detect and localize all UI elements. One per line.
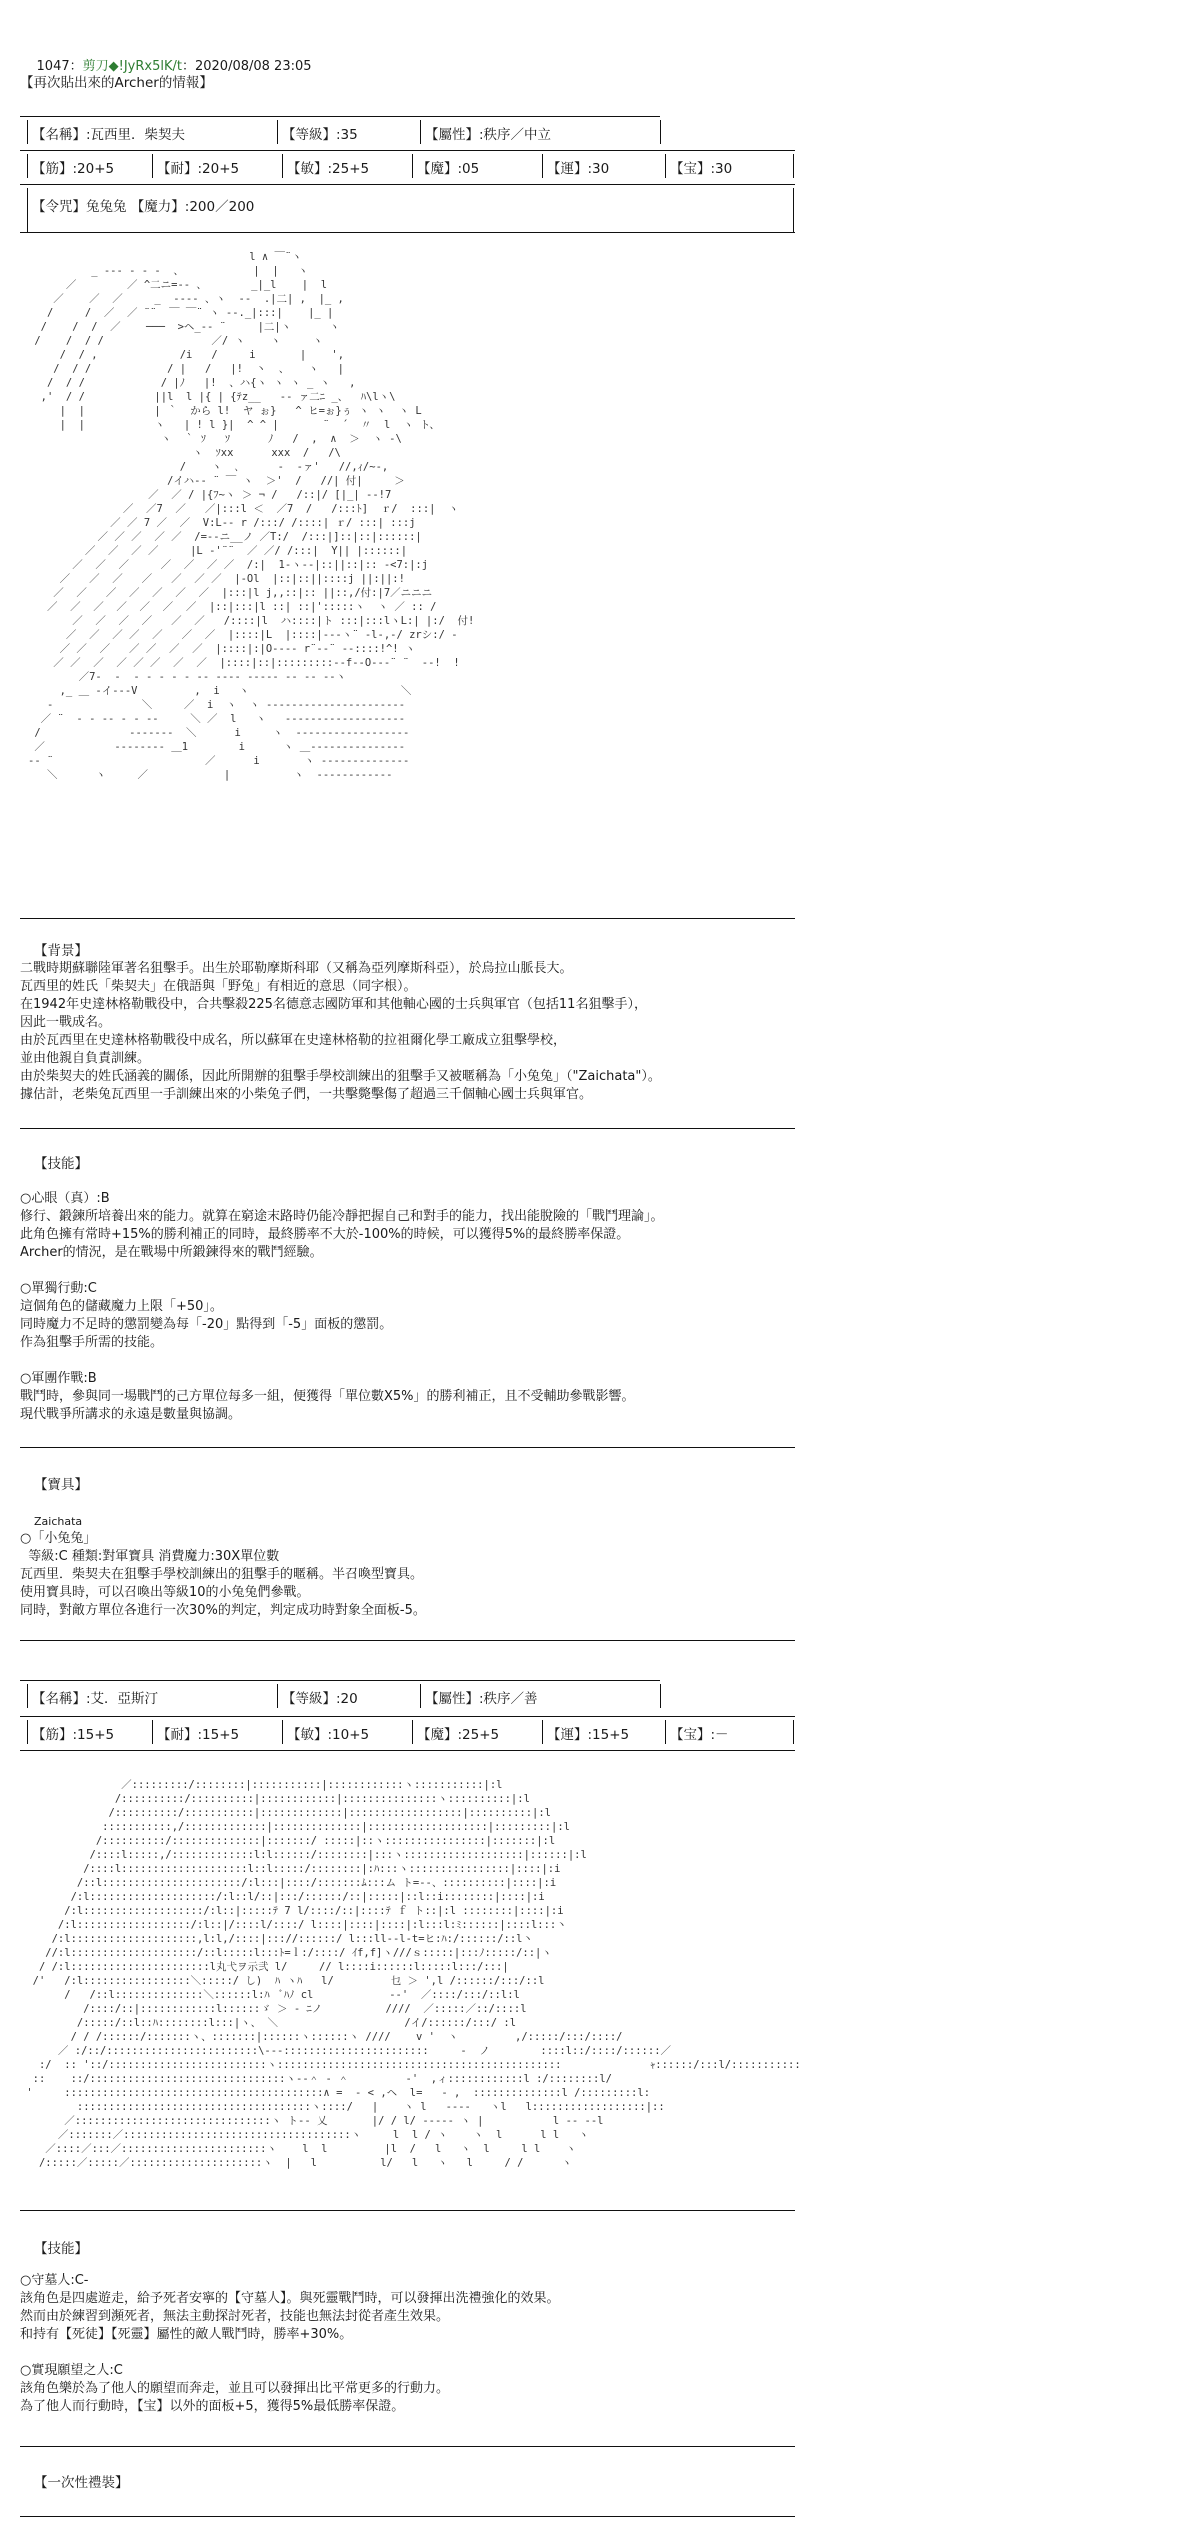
divider xyxy=(20,918,795,919)
ascii-art-line: ／ ‐‐‐‐‐‐‐‐ ＿1 i ヽ ＿‐‐‐‐‐‐‐‐‐‐‐‐‐‐‐ xyxy=(28,741,406,753)
ascii-art-line: ,' / / ||l l |{ | {ﾃz__ ‐‐ ァ二ﾆ _、 ﾊ\lヽ\ xyxy=(28,391,396,403)
aston-name: 【名稱】:艾．亞斯汀 xyxy=(32,1691,159,1707)
ascii-art-line: /:l:::::::::::::::::::/:l::|:::::ﾃ 7 l/::::/::|::::ﾃ ｆ ト::|:l ::::::::|::::|:i xyxy=(20,1905,564,1917)
text-line xyxy=(20,1352,664,1370)
ascii-art-line: / / ／ ／ ¨¨ ￣ ￣¨ ヽ ‐-._|:::| |_ | xyxy=(28,307,334,319)
text-line: 瓦西里．柴契夫在狙擊手學校訓練出的狙擊手的暱稱。半召喚型寶具。 xyxy=(20,1567,424,1582)
stat-np: 【宝】:30 xyxy=(670,161,733,177)
text-line: 和持有【死徒】【死靈】屬性的敵人戰鬥時，勝率+30%。 xyxy=(20,2327,353,2342)
one-off-mystic-code-heading: 【一次性禮裝】 xyxy=(34,2475,129,2491)
divider xyxy=(20,1447,795,1448)
ascii-art-line: / ‐‐‐‐‐‐‐ ＼ i ヽ ‐‐‐‐‐‐‐‐‐‐‐‐‐‐‐‐‐‐ xyxy=(28,727,410,739)
text-line: 戰鬥時，參與同一場戰鬥的己方單位每多一組，便獲得「單位數X5%」的勝利補正，且不受輔助參戰影響。 xyxy=(20,1389,635,1404)
ascii-art-line: / / , /i / i | ', xyxy=(28,349,345,361)
text-line: ○實現願望之人:C xyxy=(20,2363,123,2378)
ascii-art-line: /::::l::::::::::::::::::::l::l:::::/::::::::|:ﾊ:::ヽ::::::::::::::::|::::|:i xyxy=(20,1863,561,1875)
ascii-art-line: ／ ／ / |{ﾌ~ヽ ＞ ¬ / /::|/ [|_| --!7 xyxy=(28,489,392,501)
ascii-art-line: ／ :/::/::::::::::::::::::::::::\‐‐‐::::::::::::::::::::::: ‐ ノ ::::l::/::::/::::::／ xyxy=(20,2045,672,2057)
skills-heading: 【技能】 xyxy=(34,2241,88,2257)
aston-level: 【等級】:20 xyxy=(282,1691,358,1707)
stat-str: 【筋】:20+5 xyxy=(32,161,115,177)
text-line: 等級:C 種類:對軍寶具 消費魔力:30X單位數 xyxy=(20,1549,280,1564)
ascii-art-line: /:l::::::::::::::::::::/:l::l/::|:::/::::::/::|:::::|::l::i::::::::|::::|:i xyxy=(20,1891,545,1903)
post-date: ：2020/08/08 23:05 xyxy=(181,59,312,74)
ascii-art-line: / ヽ ､ ‐ ‐ァ' //,ｨ/~‐, xyxy=(28,461,389,473)
divider xyxy=(20,184,795,185)
divider xyxy=(20,1640,795,1641)
stat-mag: 【魔】:05 xyxy=(417,161,480,177)
divider xyxy=(20,2516,795,2517)
ascii-art-line: ／ ／ ／ ／ ／ ／ ／ |‐Ol |::|::||::::j ||:||:! xyxy=(28,573,405,585)
text-line: 二戰時期蘇聯陸軍著名狙擊手。出生於耶勒摩斯科耶（又稱為亞列摩斯科亞），於烏拉山脈長大。 xyxy=(20,961,573,976)
ascii-art-line: / / /::::::/:::::::ヽ、:::::::|::::::ヽ::::::ヽ //// v ' ヽ ,/:::::/:::/::::/ xyxy=(20,2031,623,2043)
divider xyxy=(20,2210,795,2211)
divider xyxy=(20,1716,795,1717)
ascii-art-line: / / / / | / |! 丶 、 ヽ | xyxy=(28,363,344,375)
ascii-art-archer xyxy=(28,250,474,782)
stat-end: 【耐】:15+5 xyxy=(157,1727,240,1743)
text-line: Archer的情況，是在戰場中所鍛鍊得來的戰鬥經驗。 xyxy=(20,1245,323,1260)
text-line: 由於柴契夫的姓氏涵義的關係，因此所開辦的狙擊手學校訓練出的狙擊手又被暱稱為「小兔兔」（"Zaichata"）。 xyxy=(20,1069,661,1084)
text-line: 瓦西里的姓氏「柴契夫」在俄語與「野兔」有相近的意思（同字根）。 xyxy=(20,979,417,994)
ascii-art-line: ヽ ｀ ｿ ｿ ﾉ / , ∧ ＞ ヽ ‐\ xyxy=(28,433,402,445)
text-line: 由於瓦西里在史達林格勒戰役中成名，所以蘇軍在史達林格勒的拉祖爾化學工廠成立狙擊學校， xyxy=(20,1033,567,1048)
text-line: ○守墓人:C- xyxy=(20,2273,89,2288)
poster-name[interactable]: 剪刀◆!JyRx5lK/t xyxy=(82,59,182,74)
ascii-art-line: /' /:l:::::::::::::::::＼:::::/ し) ﾊ ヽﾊ l/ 乜 ＞ ',l /::::::/:::/::l xyxy=(20,1975,545,1987)
ascii-art-line: ／ ¨ ‐ ‐ ‐‐ ‐ ‐ ‐‐ ＼ ／ l ヽ ‐‐‐‐‐‐‐‐‐‐‐‐‐‐‐‐‐‐‐ xyxy=(28,713,406,725)
text-line: ○「小兔兔」 xyxy=(20,1531,97,1546)
divider xyxy=(20,1680,660,1681)
archer-level: 【等級】:35 xyxy=(282,127,358,143)
archer-alignment: 【屬性】:秩序／中立 xyxy=(425,127,552,143)
skills-text xyxy=(20,2272,560,2416)
ascii-art-line: ／::::／:::／:::::::::::::::::::::::ヽ l l |l / l ヽ l l l ヽ xyxy=(20,2143,577,2155)
text-line: 為了他人而行動時，【宝】以外的面板+5，獲得5%最低勝率保證。 xyxy=(20,2399,405,2414)
ascii-art-line: :: ::/:::::::::::::::::::::::::::::::ヽ‐‐＾ - ＾ ‐' ,ィ::::::::::::l :/::::::::l/ xyxy=(20,2073,612,2085)
ascii-art-line: ／ ／ ／ ／ ／ ／ ／ ／ |::::|::|:::::::::‐‐f‐‐O‐‐‐¨ ¨ ‐‐! ! xyxy=(28,657,460,669)
text-line: ○單獨行動:C xyxy=(20,1281,97,1296)
aston-alignment: 【屬性】:秩序／善 xyxy=(425,1691,538,1707)
ascii-art-line: /::l::::::::::::::::::::::/:l:::|::::/:::::::ﾑ:::ム ト=‐-、::::::::::|::::|:i xyxy=(20,1877,557,1889)
ascii-art-line: ‐‐ ¨ ／ i ヽ ‐‐‐‐‐‐‐‐‐‐‐‐‐‐ xyxy=(28,755,410,767)
text-line: 作為狙擊手所需的技能。 xyxy=(20,1335,164,1350)
ascii-art-line: ＼ ヽ ／ | ヽ ‐‐‐‐‐‐‐‐‐‐‐‐ xyxy=(28,769,393,781)
text-line: 據估計，老柴兔瓦西里一手訓練出來的小柴兔子們，一共擊斃擊傷了超過三千個軸心國士兵與軍官。 xyxy=(20,1087,593,1102)
ascii-art-line: ／ ／ ／ ／ ／ ／ /::::|l ハ::::|ト :::|:::lヽL:| |:/ 付! xyxy=(28,615,475,627)
ascii-art-line: ／ ／7 ／ ／|:::l ＜ ／7 / /:::ﾄ] ｒ/ :::| ヽ xyxy=(28,503,459,515)
ascii-art-line: ／ ／ ／ ／ ／ ／ ／ |::::|:|O‐‐‐‐ r¨‐‐¨ ‐‐::::!^! ヽ xyxy=(28,643,416,655)
ascii-art-line: :::::::::::,/:::::::::::::|::::::::::::::|:::::::::::::::::::|:::::::::|:l xyxy=(20,1821,570,1833)
ascii-art-line: ヽ ｿxx xxx / /\ xyxy=(28,447,341,459)
text-line: 現代戰爭所講求的永遠是數量與協調。 xyxy=(20,1407,242,1422)
ascii-art-aston xyxy=(20,1778,801,2170)
ascii-art-line: /::::::::::/::::::::::::::|:::::::/ :::::|::ヽ::::::::::::::::|:::::::|:l xyxy=(20,1835,556,1847)
background-text xyxy=(20,960,661,1104)
section-title: 【再次貼出來的Archer的情報】 xyxy=(20,75,213,91)
ascii-art-line: / /:l::::::::::::::::::::::l丸弋ヲ示弐 l/ // l::::i::::::l:::::l:::/:::| xyxy=(20,1961,509,1973)
text-line: 因此一戰成名。 xyxy=(20,1015,112,1030)
divider xyxy=(20,2446,795,2447)
text-line: 同時，對敵方單位各進行一次30%的判定，判定成功時對象全面板-5。 xyxy=(20,1603,426,1618)
text-line: 該角色樂於為了他人的願望而奔走，並且可以發揮出比平常更多的行動力。 xyxy=(20,2381,450,2396)
text-line xyxy=(20,2344,560,2362)
ascii-art-line: | | | ｀ から l! ヤ ぉ} ^ ヒ=ぉ}ぅ ヽ ヽ ヽ L xyxy=(28,405,422,417)
ascii-art-line: /イハ-‐ ¨ ￣ ヽ ＞' / //| 付| ＞ xyxy=(28,475,405,487)
ascii-art-line: l ∧ ￣¨ヽ xyxy=(28,251,302,263)
ascii-art-line: ／ ／ 7 ／ ／ V:L‐‐ r /:::/ /::::| ｒ/ :::| :::j xyxy=(28,517,416,529)
ascii-art-line: / /::l::::::::::::::＼::::::l:ﾊ ﾞﾊﾉ cl ‐‐' ／::::/:::/::l:l xyxy=(20,1989,520,2001)
ascii-art-line: /::::::::::/:::::::::::|:::::::::::::|::::::::::::::::::|::::::::::|:l xyxy=(20,1807,552,1819)
text-line: 同時魔力不足時的懲罰變為每「-20」點得到「-5」面板的懲罰。 xyxy=(20,1317,393,1332)
stat-end: 【耐】:20+5 xyxy=(157,161,240,177)
stat-mag: 【魔】:25+5 xyxy=(417,1727,500,1743)
ascii-art-line: ／7‐ ‐ ‐ ‐ ‐ ‐ ‐ -‐ -‐‐‐ ‐‐‐‐‐ ‐‐ ‐‐ ‐‐ヽ xyxy=(28,671,347,683)
ascii-art-line: ／ ／ ／ _ -‐‐‐ 、ヽ -‐ .|二| , |_ , xyxy=(28,293,344,305)
text-line: 此角色擁有常時+15%的勝利補正的同時，最終勝率不大於-100%的時候，可以獲得5%的最終勝率保證。 xyxy=(20,1227,630,1242)
noble-phantasm-text xyxy=(20,1530,426,1620)
background-heading: 【背景】 xyxy=(34,943,88,959)
ascii-art-line: /:::::/::l::ﾊ::::::::l:::|ヽ、 ＼ /イ/::::::/:::/ :l xyxy=(20,2017,517,2029)
text-line: 修行、鍛鍊所培養出來的能力。就算在窮途末路時仍能冷靜把握自己和對手的能力，找出能脫險的「戰鬥理論」。 xyxy=(20,1209,664,1224)
ascii-art-line: ／ ／ ^二ニ=‐- 、 _|_l | l xyxy=(28,279,328,291)
ascii-art-line: ,_ ＿ ‐イ‐‐‐V , i ヽ ＼ xyxy=(28,685,412,697)
stat-str: 【筋】:15+5 xyxy=(32,1727,115,1743)
text-line: 然而由於練習到瀕死者，無法主動探討死者，技能也無法封從者產生效果。 xyxy=(20,2309,450,2324)
text-line: 在1942年史達林格勒戰役中，合共擊殺225名德意志國防軍和其他軸心國的士兵與軍官（包括11名狙擊手）， xyxy=(20,997,647,1012)
ascii-art-line: | | ヽ | ! l }| ^ ^ | ¨ ´ 〃 l ヽ ト、 xyxy=(28,419,440,431)
text-line: 並由他親自負責訓練。 xyxy=(20,1051,151,1066)
stat-agi: 【敏】:10+5 xyxy=(287,1727,370,1743)
ascii-art-line: / / / / ／/ ヽ ヽ ヽ xyxy=(28,335,323,347)
divider xyxy=(20,232,795,233)
skills-heading: 【技能】 xyxy=(34,1156,88,1172)
ascii-art-line: //:l::::::::::::::::::::/::l:::::l:::ﾄ=ｌ:/::::/ ｲf,f]ヽ///ｓ:::::|:::ﾉ:::::/::|ヽ xyxy=(20,1947,552,1959)
ascii-art-line: ' :::::::::::::::::::::::::::::::::::::::::∧ = ‐ < ,ヘ l= ‐ , ::::::::::::::l /:::::::::l: xyxy=(20,2087,651,2099)
text-line: ○軍團作戰:B xyxy=(20,1371,97,1386)
ascii-art-line: /:l::::::::::::::::::/:l::|/::::l/::::/ l::::|::::|::::|:l:::l:ﾐ::::::|::::l:::丶 xyxy=(20,1919,567,1931)
noble-phantasm-heading: 【寶具】 xyxy=(34,1477,88,1493)
ascii-art-line: /::::/::|::::::::::::l::::::ゞ ＞ ‐ ﾆノ //// ／:::::／::/::::l xyxy=(20,2003,527,2015)
ascii-art-line: ／:::::::::/::::::::|:::::::::::|::::::::::::ヽ:::::::::::|:l xyxy=(20,1779,503,1791)
stat-luck: 【運】:15+5 xyxy=(547,1727,630,1743)
command-spell-mana: 【令咒】兔兔兔 【魔力】:200／200 xyxy=(32,199,255,215)
divider xyxy=(20,1128,795,1129)
ascii-art-line: / / / ／ ─── >ヘ_-‐ ¨ |二|ヽ ヽ xyxy=(28,321,340,333)
ascii-art-line: ／ ／ ／ ／ ／ ／ ／ |::::|L |::::|‐‐‐ヽ¨ ‐l-,‐/ zrシ:/ ‐ xyxy=(28,629,458,641)
text-line: 使用寶具時，可以召喚出等級10的小兔兔們參戰。 xyxy=(20,1585,310,1600)
divider xyxy=(20,150,795,151)
ascii-art-line: ／:::::::::::::::::::::::::::::::ヽ ト‐‐ 乂 |/ / l/ ‐‐‐‐‐ ヽ | l ‐‐ ‐‐l xyxy=(20,2115,604,2127)
ascii-art-line: :/ :: '::/:::::::::::::::::::::::::ヽ::::::::::::::::::::::::::::::::::::::::::::: ｬ::::::/:::l/::::::::::: xyxy=(20,2059,801,2071)
skills-text xyxy=(20,1190,664,1424)
text-line: 該角色是四處遊走，給予死者安寧的【守墓人】。與死靈戰鬥時，可以發揮出洗禮強化的效果。 xyxy=(20,2291,560,2306)
stat-agi: 【敏】:25+5 xyxy=(287,161,370,177)
ascii-art-line: ／ ／ ／ ／ ／ ／ ／ |:::|l j,,::|:: ||::,/付:|7／ニニニ xyxy=(28,587,433,599)
text-line: ○心眼（真）:B xyxy=(20,1191,110,1206)
text-line: 這個角色的儲藏魔力上限「+50」。 xyxy=(20,1299,223,1314)
ascii-art-line: ／ ／ ／ ／ ／ /=‐‐ニ__ノ ／T:/ /:::|]::|::|::::::| xyxy=(28,531,422,543)
ascii-art-line: ／ ／ ／ ／ ／ ／ ／ |::|:::|l ::| ::|':::::ヽ ヽ ／ :: / xyxy=(28,601,437,613)
ascii-art-line: /::::l:::::,/:::::::::::::l:l::::::/::::::::|:::ヽ:::::::::::::::::::|::::::|:l xyxy=(20,1849,587,1861)
ascii-art-line: _ -‐‐ ‐ ‐ - 、 | | ヽ xyxy=(28,265,309,277)
ascii-art-line: /:l::::::::::::::::::::,l:l,/::::|::://::::::/ l:::ll‐‐l‐t=ヒ:ﾊ:/::::::/::l丶 xyxy=(20,1933,534,1945)
divider xyxy=(20,1750,795,1751)
ascii-art-line: ／:::::::／::::::::::::::::::::::::::::::::::::ヽ l l / ヽ ヽ l l l ヽ xyxy=(20,2129,589,2141)
archer-name: 【名稱】:瓦西里．柴契夫 xyxy=(32,127,186,143)
ascii-art-line: /::::::::::/::::::::::|::::::::::::|:::::::::::::::ヽ::::::::::|:l xyxy=(20,1793,530,1805)
text-line xyxy=(20,1262,664,1280)
np-ruby: Zaichata xyxy=(34,1515,83,1528)
ascii-art-line: ‐ ＼ ／ i ヽ ヽ ‐‐‐‐‐‐‐‐‐‐‐‐‐‐‐‐‐‐‐‐‐‐ xyxy=(28,699,406,711)
ascii-art-line: ／ ／ ／ ／ ／ ／ ／ /:| 1‐ヽ-‐|::||::|:: ‐<7:|:j xyxy=(28,559,429,571)
post-number: 1047： xyxy=(36,59,83,74)
ascii-art-line: / / / / |ﾉ |! 、ハ{ヽ ヽ ヽ _ ヽ , xyxy=(28,377,356,389)
divider xyxy=(20,116,660,117)
ascii-art-line: /:::::／:::::／:::::::::::::::::::::ヽ | l l/ l ヽ l / / ヽ xyxy=(20,2157,572,2169)
ascii-art-line: ／ ／ ／ ／ |L ‐'¨¨ ／ ／/ /:::| Y|| |::::::| xyxy=(28,545,408,557)
stat-luck: 【運】:30 xyxy=(547,161,610,177)
ascii-art-line: :::::::::::::::::::::::::::::::::::::ヽ::::/ | ヽ l ‐‐‐‐ ヽl l::::::::::::::::::|:: xyxy=(20,2101,665,2113)
stat-np: 【宝】:－ xyxy=(670,1727,729,1743)
